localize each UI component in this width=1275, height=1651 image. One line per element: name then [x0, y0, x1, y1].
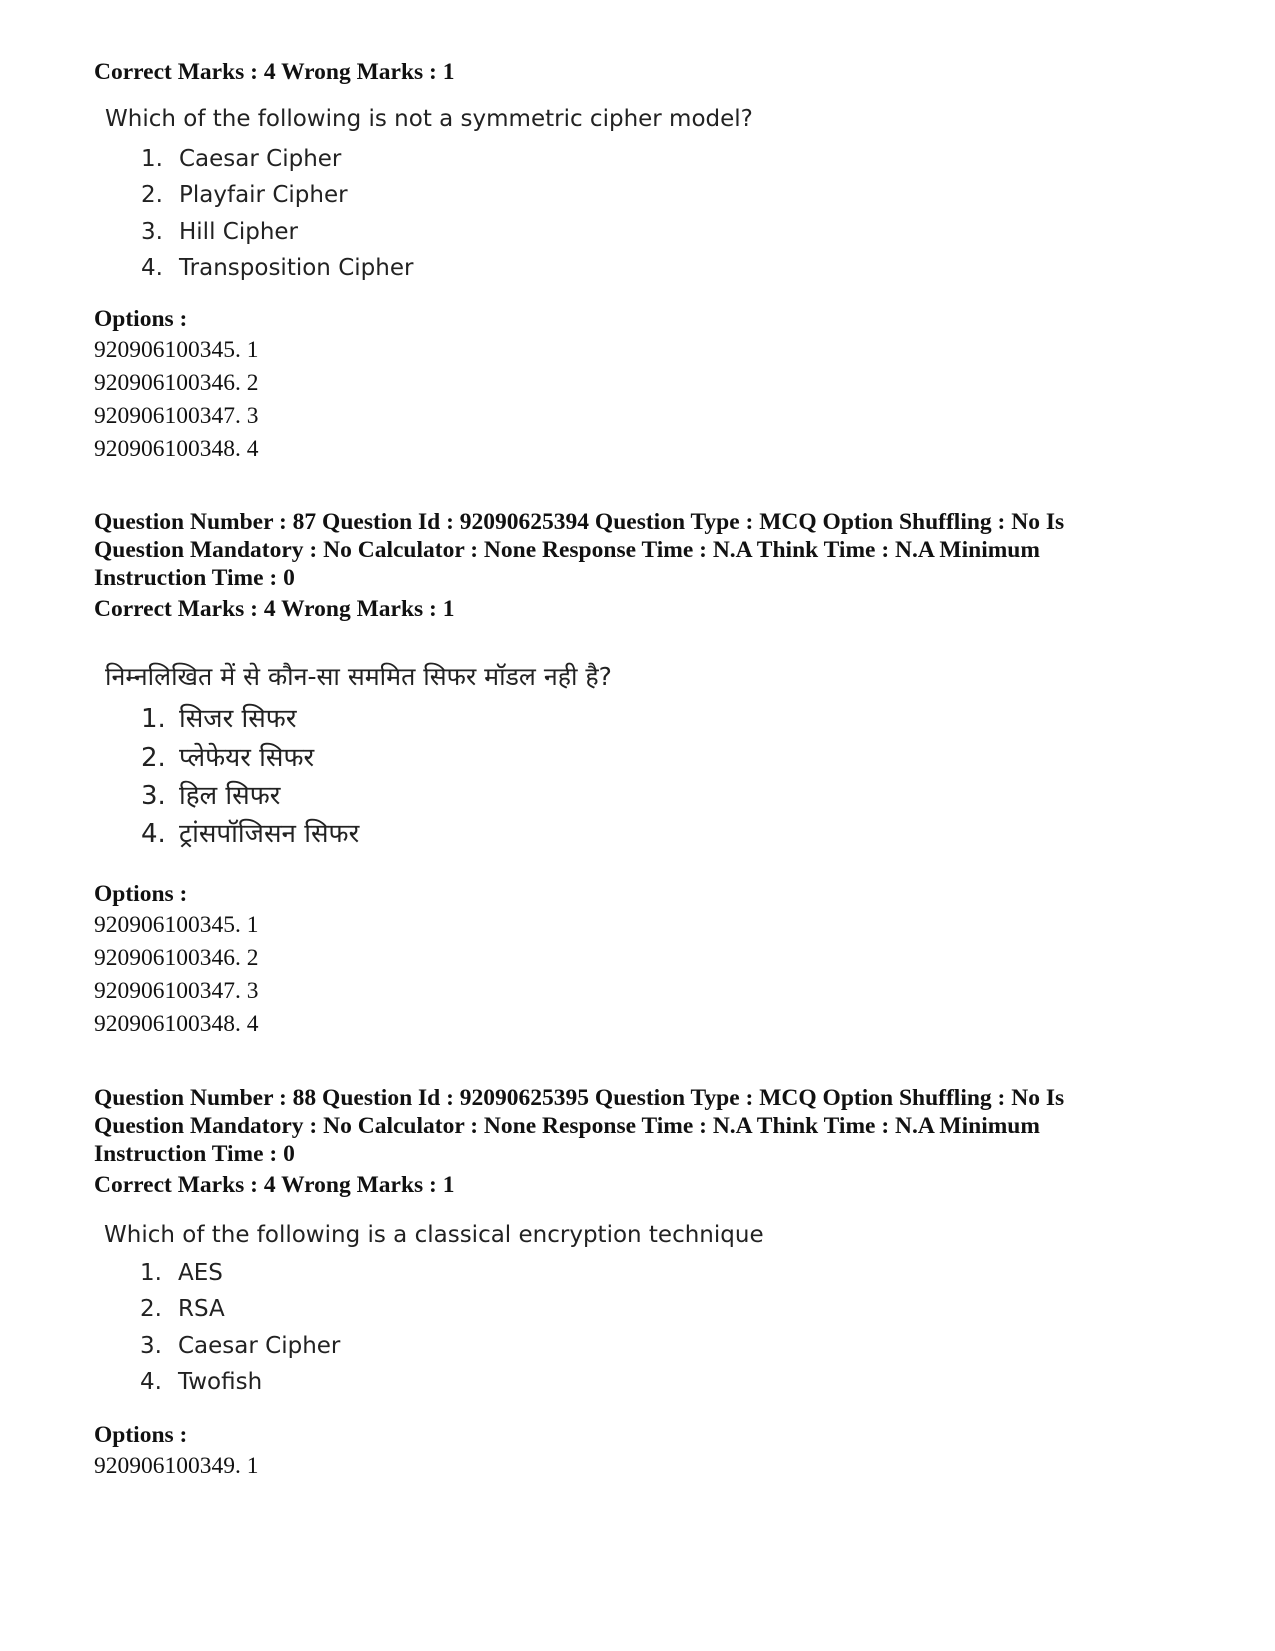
header-line: Instruction Time : 0 — [94, 565, 295, 591]
question-header-88 — [94, 1084, 1064, 1168]
options-label: Options : — [94, 1422, 188, 1448]
marks-line: Correct Marks : 4 Wrong Marks : 1 — [94, 1172, 455, 1198]
choice-item: 1. AES — [140, 1260, 223, 1286]
choice-item: 2. RSA — [140, 1296, 225, 1322]
option-item: 920906100347. 3 — [94, 978, 259, 1004]
header-line: Question Mandatory : No Calculator : None Response Time : N.A Think Time : N.A Minimum — [94, 537, 1040, 563]
choice-item: 3. Hill Cipher — [141, 219, 299, 245]
option-item: 920906100348. 4 — [94, 1011, 259, 1037]
choice-item: 3. हिल सिफर — [141, 781, 281, 811]
choice-item: 2. Playfair Cipher — [141, 182, 348, 208]
options-list — [94, 1450, 259, 1483]
choice-item: 2. प्लेफेयर सिफर — [141, 743, 315, 773]
choice-item: 4. ट्रांसपॉजिसन सिफर — [141, 819, 360, 849]
question-text: Which of the following is not a symmetric cipher model? — [105, 106, 753, 132]
option-item: 920906100349. 1 — [94, 1453, 259, 1479]
question-header-87 — [94, 508, 1064, 592]
option-item: 920906100347. 3 — [94, 403, 259, 429]
question-text: निम्नलिखित में से कौन-सा सममित सिफर मॉडल नही है? — [105, 662, 612, 691]
choice-item: 1. सिजर सिफर — [141, 704, 297, 734]
options-label: Options : — [94, 881, 188, 907]
header-line: Question Number : 87 Question Id : 92090625394 Question Type : MCQ Option Shuffling : No Is — [94, 509, 1065, 535]
marks-line: Correct Marks : 4 Wrong Marks : 1 — [94, 596, 455, 622]
options-list — [94, 334, 259, 466]
header-line: Instruction Time : 0 — [94, 1141, 295, 1167]
marks-line: Correct Marks : 4 Wrong Marks : 1 — [94, 59, 455, 85]
header-line: Question Mandatory : No Calculator : None Response Time : N.A Think Time : N.A Minimum — [94, 1113, 1040, 1139]
option-item: 920906100348. 4 — [94, 436, 259, 462]
option-item: 920906100346. 2 — [94, 370, 259, 396]
options-list — [94, 909, 259, 1041]
header-line: Question Number : 88 Question Id : 92090625395 Question Type : MCQ Option Shuffling : No Is — [94, 1085, 1065, 1111]
choice-item: 4. Transposition Cipher — [141, 255, 414, 281]
option-item: 920906100345. 1 — [94, 912, 259, 938]
choice-item: 3. Caesar Cipher — [140, 1333, 341, 1359]
choice-item: 1. Caesar Cipher — [141, 146, 342, 172]
options-label: Options : — [94, 306, 188, 332]
option-item: 920906100345. 1 — [94, 337, 259, 363]
choice-item: 4. Twofish — [140, 1369, 263, 1395]
option-item: 920906100346. 2 — [94, 945, 259, 971]
question-text: Which of the following is a classical encryption technique — [104, 1222, 764, 1248]
